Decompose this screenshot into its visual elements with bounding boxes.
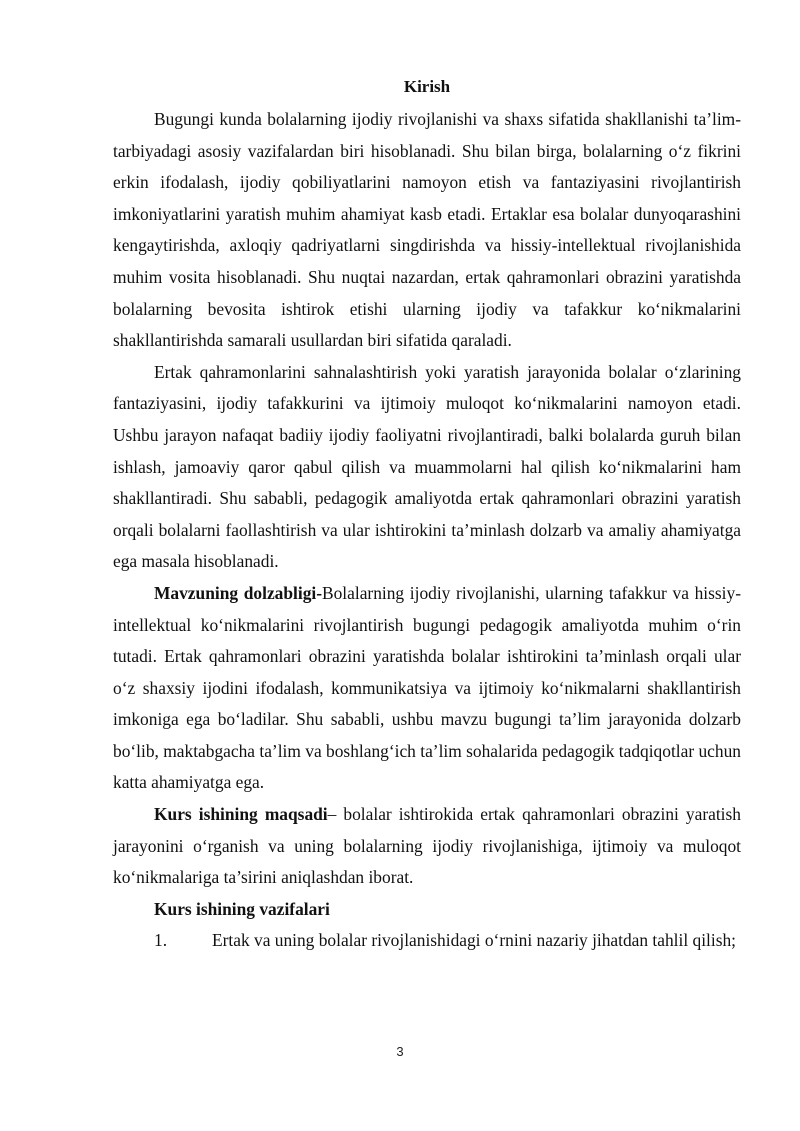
intro-paragraph-1: Bugungi kunda bolalarning ijodiy rivojlanishi va shaxs sifatida shakllanishi ta’lim-tarbiyadagi asosiy vazifalardan biri hisoblanadi. Shu bilan birga, bolalarning o‘z fikrini erkin ifodalash, ijodiy qobiliyatlarini namoyon etish va fantaziyasini rivojlantirish imkoniyatlarini yaratish muhim ahamiyat kasb etadi. Ertaklar esa bolalar dunyoqarashini kengaytirishda, axloqiy qadriyatlarni singdirishda va hissiy-intellektual rivojlanishida muhim vosita hisoblanadi. Shu nuqtai nazardan, ertak qahramonlari obrazini yaratishda bolalarning bevosita ishtirok etishi ularning ijodiy va tafakkur ko‘nikmalarini shakllantirishda samarali usullardan biri sifatida qaraladi. <box>113 109 741 351</box>
section-title: Kirish <box>403 77 451 96</box>
goal-paragraph <box>113 799 741 894</box>
task-number: 1. <box>154 930 168 951</box>
task-text: Ertak va uning bolalar rivojlanishidagi o‘rnini nazariy jihatdan tahlil qilish; <box>212 930 737 951</box>
document-page <box>113 72 741 957</box>
task-list-item <box>113 925 741 957</box>
relevance-label: Mavzuning dolzabligi- <box>154 582 323 603</box>
tasks-heading: Kurs ishining vazifalari <box>154 898 330 919</box>
page-number: 3 <box>396 1044 404 1059</box>
relevance-paragraph <box>113 578 741 799</box>
goal-text: – bolalar ishtirokida ertak qahramonlari obrazini yaratish jarayonini o‘rganish va uning bolalarning ijodiy rivojlanishiga, ijtimoiy va muloqot ko‘nikmalariga ta’sirini aniqlashdan iborat. <box>113 804 741 888</box>
goal-label: Kurs ishining maqsadi <box>154 804 328 825</box>
intro-paragraph-2: Ertak qahramonlarini sahnalashtirish yoki yaratish jarayonida bolalar o‘zlarining fantaziyasini, ijodiy tafakkurini va ijtimoiy muloqot ko‘nikmalarini namoyon etadi. Ushbu jarayon nafaqat badiiy ijodiy faoliyatni rivojlantiradi, balki bolalarda guruh bilan ishlash, jamoaviy qaror qabul qilish va muammolarni hal qilish ko‘nikmalarini ham shakllantiradi. Shu sababli, pedagogik amaliyotda ertak qahramonlari obrazini yaratish orqali bolalarni faollashtirish va ular ishtirokini ta’minlash dolzarb va amaliy ahamiyatga ega masala hisoblanadi. <box>113 361 741 572</box>
relevance-text: Bolalarning ijodiy rivojlanishi, ularning tafakkur va hissiy-intellektual ko‘nikmalarini rivojlantirish bugungi pedagogik amaliyotda muhim o‘rin tutadi. Ertak qahramonlari obrazini yaratishda bolalar ishtirokini ta’minlash orqali ular o‘z shaxsiy ijodini ifodalash, kommunikatsiya va ijtimoiy ko‘nikmalarni shakllantirish imkoniga ega bo‘ladilar. Shu sababli, ushbu mavzu bugungi ta’lim jarayonida dolzarb bo‘lib, maktabgacha ta’lim va boshlang‘ich ta’lim sohalarida pedagogik tadqiqotlar uchun katta ahamiyatga ega. <box>113 582 741 793</box>
